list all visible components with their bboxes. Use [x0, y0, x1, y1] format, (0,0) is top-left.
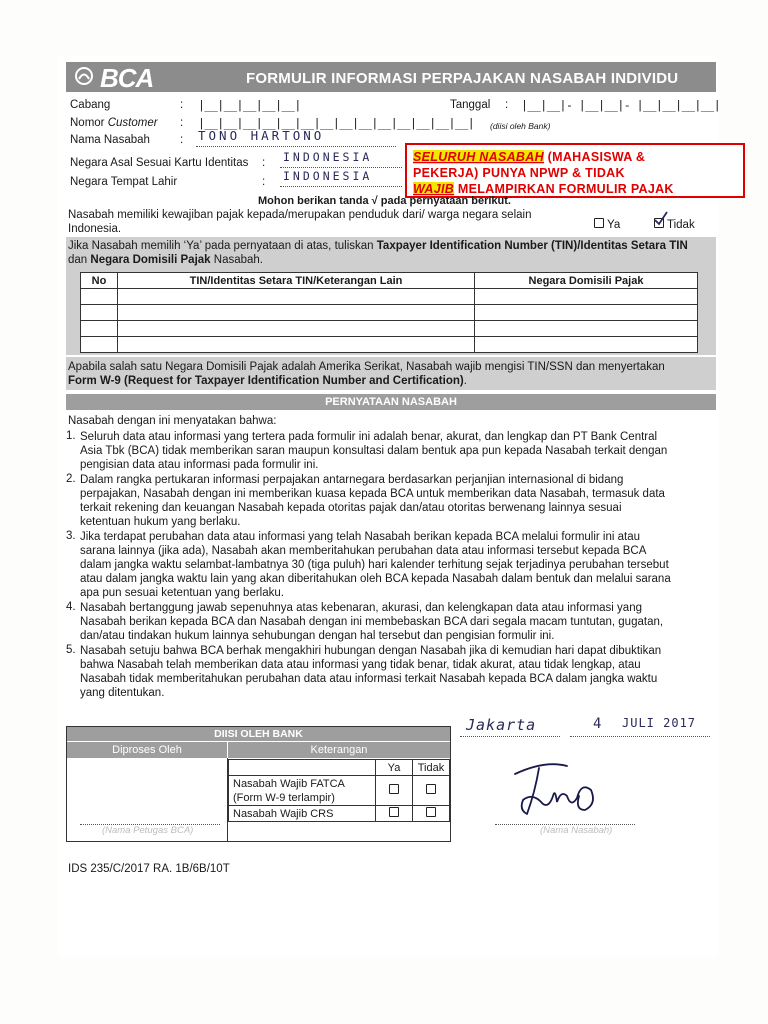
option-tidak[interactable] [654, 218, 695, 232]
bank-box-title: DIISI OLEH BANK [67, 727, 450, 741]
tin-text-d: Negara Domisili Pajak [90, 254, 211, 266]
cell[interactable] [475, 321, 698, 337]
callout-highlight-3: WAJIB [413, 182, 455, 196]
statement-item-number: 4. [66, 601, 76, 613]
colon: : [180, 117, 184, 129]
statement-item-number: 1. [66, 430, 76, 442]
nomor-customer-label [70, 116, 158, 130]
tidak-checkbox[interactable] [654, 218, 664, 228]
tax-instruction: Mohon berikan tanda √ pada pernyataan berikut. [258, 195, 511, 207]
statement-item-line: dalam jangka waktu selambat-lambatnya 30 (tiga puluh) hari kalender terhitung sejak terjadinya perubahan tersebut [80, 559, 669, 571]
table-row [81, 337, 698, 353]
checkbox[interactable] [389, 784, 399, 794]
negara-asal-underline [280, 167, 402, 168]
tidak-label: Tidak [667, 219, 695, 231]
date-line [570, 736, 710, 737]
nama-nasabah-value[interactable]: TONO HARTONO [198, 128, 325, 143]
tin-text-e: Nasabah. [210, 254, 263, 266]
table-row [229, 760, 450, 776]
table-row [229, 806, 450, 822]
statement-item-line: dan/atau tindakan hukum lainnya sehubungan dengan hal tersebut dan pengisian formulir ini. [80, 630, 555, 642]
negara-lahir-value[interactable]: INDONESIA [283, 169, 373, 183]
colon: : [505, 99, 509, 111]
ya-label: Ya [607, 219, 621, 231]
statement-item-line: apa pun sesuai ketentuan yang berlaku. [80, 587, 284, 599]
form-title: FORMULIR INFORMASI PERPAJAKAN NASABAH INDIVIDU [246, 70, 679, 87]
nomor-note: (diisi oleh Bank) [490, 121, 551, 131]
tin-text-a: Jika Nasabah memilih ‘Ya’ pada pernyataan di atas, tuliskan [68, 240, 377, 252]
cell[interactable] [81, 289, 118, 305]
nasabah-sign-label: (Nama Nasabah) [540, 825, 613, 836]
negara-lahir-label: Negara Tempat Lahir [70, 176, 178, 188]
ya-checkbox[interactable] [594, 218, 604, 228]
cabang-field[interactable]: |__|__|__|__|__| [198, 98, 301, 112]
col-negara: Negara Domisili Pajak [475, 273, 698, 289]
table-row [81, 321, 698, 337]
statement-item-number: 5. [66, 644, 76, 656]
us-note-line-1: Apabila salah satu Negara Domisili Pajak adalah Amerika Serikat, Nasabah wajib mengisi TIN/SSN dan menyertakan [68, 361, 665, 373]
tin-table-header [81, 273, 698, 289]
crs-tidak[interactable] [413, 806, 450, 822]
cell[interactable] [81, 305, 118, 321]
us-note-form: Form W-9 (Request for Taxpayer Identification Number and Certification) [68, 375, 464, 387]
form-code: IDS 235/C/2017 RA. 1B/6B/10T [68, 863, 230, 875]
statement-item-line: terkait rekening dan keuangan Nasabah kepada otoritas pajak dan/atau otoritas berwenang lainnya sesuai [80, 502, 622, 514]
petugas-sign-label: (Nama Petugas BCA) [102, 825, 194, 836]
tin-text-c: dan [68, 254, 91, 266]
callout-text-1: (MAHASISWA & [543, 150, 646, 164]
option-ya[interactable] [594, 218, 620, 232]
colon: : [262, 176, 266, 188]
tin-table [80, 272, 698, 353]
statement-item-line: ketentuan hukum yang berlaku. [80, 516, 241, 528]
col-tidak: Tidak [413, 760, 450, 776]
callout-highlight-1: SELURUH NASABAH [413, 150, 544, 164]
cell[interactable] [118, 305, 475, 321]
bank-box-divider [227, 758, 228, 841]
tanggal-field[interactable]: |__|__|- |__|__|- |__|__|__|__| [521, 98, 721, 112]
tin-instruction-line-2 [68, 253, 263, 267]
statement-item-line: Seluruh data atau informasi yang tertera pada formulir ini adalah benar, akurat, dan lengkap dan PT Bank Central [80, 431, 658, 443]
cell[interactable] [81, 337, 118, 353]
statement-item-line: Jika terdapat perubahan data atau informasi yang telah Nasabah berikan kepada BCA melalui formulir ini atau [80, 531, 641, 543]
crs-ya[interactable] [376, 806, 413, 822]
statement-item-number: 2. [66, 473, 76, 485]
col-tin: TIN/Identitas Setara TIN/Keterangan Lain [118, 273, 475, 289]
statement-item-line: atau dalam jangka waktu lain yang akan diberitahukan oleh BCA kepada Nasabah dalam bentuk dan melalui sarana [80, 573, 671, 585]
nomor-label-text: Nomor [70, 117, 105, 129]
bca-logo [100, 63, 153, 94]
signature-place[interactable]: Jakarta [466, 716, 537, 734]
colon: : [262, 157, 266, 169]
cell[interactable] [475, 305, 698, 321]
cabang-label: Cabang [70, 99, 111, 111]
checkbox[interactable] [389, 807, 399, 817]
us-note-line-2 [68, 374, 467, 388]
fatca-line-2: (Form W-9 terlampir) [233, 791, 335, 804]
us-note-end: . [463, 375, 467, 387]
statement-heading: PERNYATAAN NASABAH [66, 394, 716, 410]
place-line [460, 736, 560, 737]
customer-signature [505, 752, 615, 822]
bca-emblem-icon [74, 66, 94, 86]
statement-item-line: sarana lainnya (jika ada), Nasabah akan memberitahukan perubahan data atau informasi tersebut kepada BCA [80, 545, 647, 557]
cell[interactable] [475, 289, 698, 305]
col-diproses-oleh: Diproses Oleh [67, 742, 227, 758]
callout-line-1 [413, 149, 737, 165]
fatca-label [229, 776, 376, 806]
statement-item-line: Nasabah bertanggung jawab sepenuhnya atas kebenaran, akurasi, dan kelengkapan data atau informasi yang [80, 602, 642, 614]
cell[interactable] [118, 321, 475, 337]
signature-month-year[interactable]: JULI 2017 [622, 716, 697, 730]
cell [229, 760, 376, 776]
statement-item-line: Asia Tbk (BCA) tidak memberikan saran maupun konsultasi dalam bentuk apa pun kepada Nasabah terkait dengan [80, 445, 668, 457]
negara-asal-value[interactable]: INDONESIA [283, 150, 373, 164]
checkbox[interactable] [426, 807, 436, 817]
cell[interactable] [81, 321, 118, 337]
tanggal-label: Tanggal [450, 99, 491, 111]
statement-item-line: Nasabah tidak memberitahukan perubahan data atau informasi terkait Nasabah kepada BCA dalam jangka waktu [80, 673, 658, 685]
cell[interactable] [475, 337, 698, 353]
checkbox[interactable] [426, 784, 436, 794]
cell[interactable] [118, 337, 475, 353]
statement-item-line: yang ditentukan. [80, 687, 165, 699]
statement-item-line: Dalam rangka pertukaran informasi perpajakan antarnegara berdasarkan perjanjian internasional di bidang [80, 474, 624, 486]
statement-item-line: bahwa Nasabah telah memberikan data atau informasi yang tidak benar, tidak akurat, atau tidak lengkap, atau [80, 659, 641, 671]
npwp-callout [405, 143, 745, 198]
statement-item-line: Nasabah setuju bahwa BCA berhak mengakhiri hubungan dengan Nasabah jika di kemudian hari dapat dibuktikan [80, 645, 662, 657]
nama-nasabah-label: Nama Nasabah [70, 134, 150, 146]
form-header [66, 62, 716, 92]
tin-instruction-line-1 [68, 239, 688, 253]
tax-question-line-2: Indonesia. [68, 223, 122, 235]
callout-text-3: MELAMPIRKAN FORMULIR PAJAK [454, 182, 674, 196]
negara-lahir-underline [280, 186, 402, 187]
col-keterangan: Keterangan [228, 742, 450, 758]
statement-item-number: 3. [66, 530, 76, 542]
cell[interactable] [118, 289, 475, 305]
table-row [81, 289, 698, 305]
col-no: No [81, 273, 118, 289]
customer-label-text: Customer [107, 117, 158, 129]
fatca-tidak[interactable] [413, 776, 450, 806]
fatca-ya[interactable] [376, 776, 413, 806]
negara-asal-label: Negara Asal Sesuai Kartu Identitas [70, 157, 249, 169]
fatca-line-1: Nasabah Wajib FATCA [233, 777, 345, 790]
logo-text: BCA [100, 63, 154, 93]
tin-text-b: Taxpayer Identification Number (TIN)/Identitas Setara TIN [376, 240, 688, 252]
colon: : [180, 99, 184, 111]
statement-item-line: perpajakan, Nasabah dengan ini memberikan kuasa kepada BCA untuk memberikan data Nasabah, termasuk data [80, 488, 665, 500]
col-ya: Ya [376, 760, 413, 776]
table-row [81, 305, 698, 321]
checkmark-icon [653, 211, 669, 227]
signature-day[interactable]: 4 [593, 716, 603, 732]
nama-underline [196, 146, 396, 147]
statement-item-line: Nasabah berikan kepada BCA dan Nasabah dengan ini membebaskan BCA dari segala macam tuntutan, gugatan, [80, 616, 664, 628]
callout-line-2: PEKERJA) PUNYA NPWP & TIDAK [413, 166, 625, 180]
table-row [229, 776, 450, 806]
colon: : [180, 134, 184, 146]
statement-item-line: pengisian data atau informasi pada formulir ini. [80, 459, 319, 471]
tax-question-line-1: Nasabah memiliki kewajiban pajak kepada/merupakan penduduk dari/ warga negara selain [68, 209, 532, 221]
bank-checklist [228, 759, 450, 822]
crs-label: Nasabah Wajib CRS [229, 806, 376, 822]
statement-intro: Nasabah dengan ini menyatakan bahwa: [68, 415, 277, 427]
nomor-customer-field[interactable]: |__|__|__|__|__|__|__|__|__|__|__|__|__|__| [198, 116, 475, 130]
